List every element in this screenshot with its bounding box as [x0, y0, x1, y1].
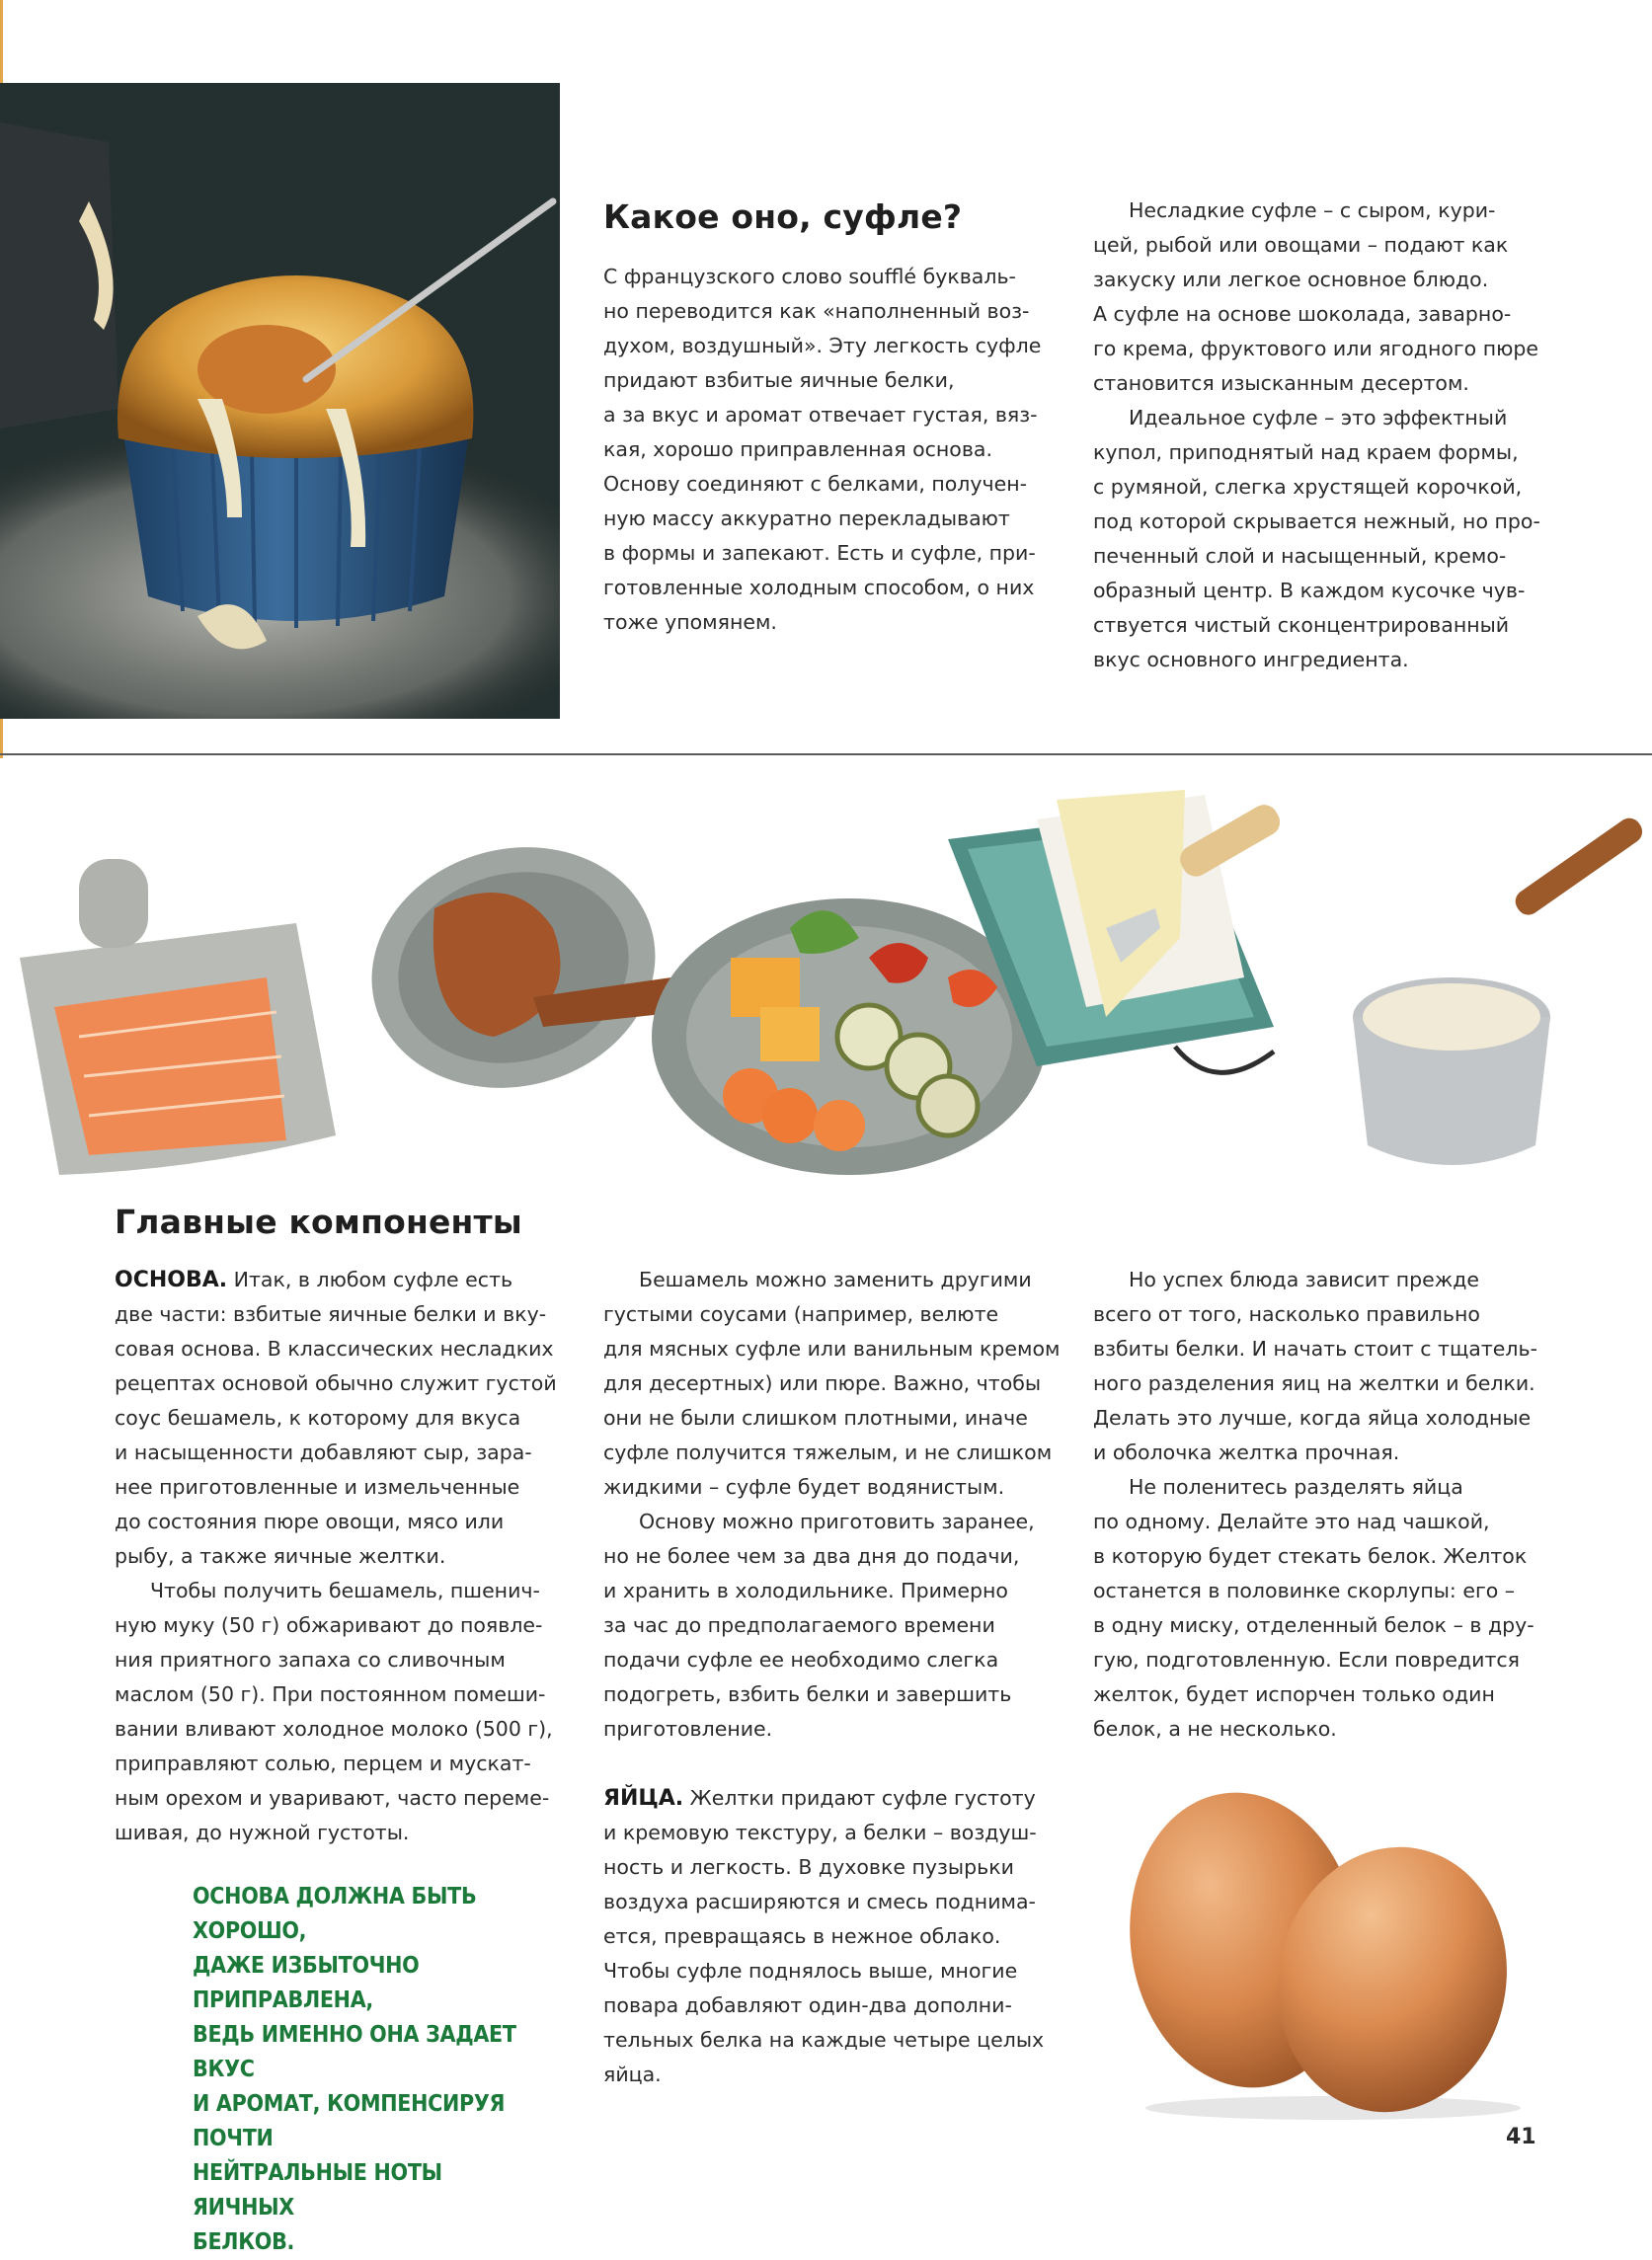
text-line: подогреть, взбить белки и завершить [603, 1682, 1012, 1706]
text-line: ную муку (50 г) обжаривают до появле- [115, 1613, 543, 1637]
text-line: Чтобы получить бешамель, пшенич- [150, 1579, 540, 1602]
text-line: Несладкие суфле – с сыром, кури- [1129, 198, 1496, 222]
text-line: духом, воздушный». Эту легкость суфле [603, 334, 1042, 357]
text-line: печенный слой и насыщенный, кремо- [1093, 544, 1507, 568]
text-line: всего от того, насколько правильно [1093, 1302, 1480, 1326]
text-column-3 [1093, 1263, 1567, 1747]
chicken-dish-image [345, 817, 705, 1120]
text-line: ВЕДЬ ИМЕННО ОНА ЗАДАЕТ ВКУС [193, 2022, 516, 2082]
text-line: рецептах основой обычно служит густой [115, 1371, 557, 1395]
text-line: ствуется чистый сконцентрированный [1093, 613, 1510, 637]
intro-column [603, 260, 1067, 640]
text-line: купол, приподнятый над краем формы, [1093, 440, 1519, 464]
text-column-2 [603, 1263, 1077, 2092]
lead-word: ЯЙЦА. [603, 1786, 684, 1811]
text-line: совая основа. В классических несладких [115, 1337, 554, 1361]
text-line: за час до предполагаемого времени [603, 1613, 995, 1637]
text-line: вкус основного ингредиента. [1093, 648, 1409, 671]
text-line: взбиты белки. И начать стоит с тщатель- [1093, 1337, 1537, 1361]
text-line: А суфле на основе шоколада, заварно- [1093, 302, 1512, 326]
text-line: но не более чем за два дня до подачи, [603, 1544, 1020, 1568]
text-line: Бешамель можно заменить другими [639, 1268, 1032, 1291]
text-line: Чтобы суфле поднялось выше, многие [603, 1959, 1018, 1983]
text-line: тоже упомянем. [603, 610, 777, 634]
text-line: по одному. Делайте это над чашкой, [1093, 1510, 1490, 1533]
text-line: яйца. [603, 2063, 662, 2086]
souffle-photo [0, 83, 560, 719]
text-line: НЕЙТРАЛЬНЫЕ НОТЫ ЯИЧНЫХ [193, 2160, 442, 2221]
sauce-pot-image [1353, 814, 1647, 1165]
text-line: под которой скрывается нежный, но про- [1093, 509, 1540, 533]
text-line: цей, рыбой или овощами – подают как [1093, 233, 1509, 257]
text-line: в формы и запекают. Есть и суфле, при- [603, 541, 1036, 565]
text-line: ным орехом и уваривают, часто переме- [115, 1786, 550, 1810]
text-line: Идеальное суфле – это эффектный [1129, 406, 1508, 429]
text-line: суфле получится тяжелым, и не слишком [603, 1441, 1053, 1464]
page-edge-strip [0, 719, 3, 758]
text-line: ную массу аккуратно перекладывают [603, 507, 1010, 530]
paragraph [1093, 194, 1587, 401]
eggs-photo [1096, 1767, 1560, 2123]
text-line: приправляют солью, перцем и мускат- [115, 1752, 531, 1775]
text-line: ного разделения яиц на желтки и белки. [1093, 1371, 1535, 1395]
text-line: закуску или легкое основное блюдо. [1093, 268, 1489, 291]
text-line: жидкими – суфле будет водянистым. [603, 1475, 1005, 1499]
intro-column-right [1093, 194, 1587, 677]
text-line: становится изысканным десертом. [1093, 371, 1469, 395]
text-line: ДАЖЕ ИЗБЫТОЧНО ПРИПРАВЛЕНА, [193, 1953, 420, 2013]
text-line: Делать это лучше, когда яйца холодные [1093, 1406, 1532, 1430]
text-line: для десертных) или пюре. Важно, чтобы [603, 1371, 1042, 1395]
text-line: две части: взбитые яичные белки и вку- [115, 1302, 547, 1326]
text-line: Основу можно приготовить заранее, [639, 1510, 1035, 1533]
text-line: повара добавляют один-два дополни- [603, 1993, 1012, 2017]
text-line: до состояния пюре овощи, мясо или [115, 1510, 505, 1533]
text-line: ОСНОВА ДОЛЖНА БЫТЬ ХОРОШО, [193, 1884, 477, 1944]
text-line: белок, а не несколько. [1093, 1717, 1337, 1741]
text-line: густыми соусами (например, велюте [603, 1302, 999, 1326]
section-heading: Какое оно, суфле? [603, 197, 963, 236]
text-line: но переводится как «наполненный воз- [603, 299, 1030, 323]
text-line: и насыщенности добавляют сыр, зара- [115, 1441, 532, 1464]
text-line: соус бешамель, к которому для вкуса [115, 1406, 521, 1430]
text-line: вании вливают холодное молоко (500 г), [115, 1717, 553, 1741]
lead-word: ОСНОВА. [115, 1268, 228, 1292]
text-line: и хранить в холодильнике. Примерно [603, 1579, 1008, 1602]
paragraph [603, 1781, 1077, 2092]
paragraph [115, 1574, 579, 1850]
text-line: желток, будет испорчен только один [1093, 1682, 1495, 1706]
section-divider [0, 753, 1652, 755]
text-line: Не поленитесь разделять яйца [1129, 1475, 1463, 1499]
text-line: ния приятного запаха со сливочным [115, 1648, 506, 1672]
paragraph [115, 1263, 579, 1574]
text-line: Итак, в любом суфле есть [227, 1268, 513, 1291]
paragraph [603, 1263, 1077, 1505]
text-line: придают взбитые яичные белки, [603, 368, 955, 392]
text-line: нее приготовленные и измельченные [115, 1475, 520, 1499]
text-line: в одну миску, отделенный белок – в дру- [1093, 1613, 1534, 1637]
text-line: шивая, до нужной густоты. [115, 1821, 410, 1844]
intro-paragraph [603, 260, 1067, 640]
text-line: маслом (50 г). При постоянном помеши- [115, 1682, 546, 1706]
text-line: гую, подготовленную. Если повредится [1093, 1648, 1520, 1672]
paragraph [1093, 1263, 1567, 1470]
text-line: останется в половинке скорлупы: его – [1093, 1579, 1516, 1602]
text-line: подачи суфле ее необходимо слегка [603, 1648, 999, 1672]
text-line: и кремовую текстуру, а белки – воздуш- [603, 1821, 1037, 1844]
text-line: С французского слово soufflé букваль- [603, 265, 1016, 288]
page-edge-strip [0, 0, 3, 83]
text-line: приготовление. [603, 1717, 773, 1741]
paragraph [1093, 401, 1587, 677]
text-column-1 [115, 1263, 579, 1850]
pull-quote [193, 1880, 548, 2260]
section-heading: Главные компоненты [115, 1203, 522, 1241]
text-line: а за вкус и аромат отвечает густая, вяз- [603, 403, 1038, 427]
text-line: И АРОМАТ, КОМПЕНСИРУЯ ПОЧТИ [193, 2091, 506, 2151]
page-number: 41 [1506, 2125, 1536, 2149]
paragraph [1093, 1470, 1567, 1747]
text-line: Основу соединяют с белками, получен- [603, 472, 1028, 496]
paragraph [603, 1505, 1077, 1747]
ingredients-photo [0, 780, 1652, 1195]
text-line: они не были слишком плотными, иначе [603, 1406, 1028, 1430]
text-line: воздуха расширяются и смесь поднима- [603, 1890, 1036, 1913]
text-line: кая, хорошо приправленная основа. [603, 437, 993, 461]
text-line: с румяной, слегка хрустящей корочкой, [1093, 475, 1523, 499]
salmon-dish-image [20, 859, 336, 1175]
text-line: Желтки придают суфле густоту [683, 1786, 1036, 1810]
text-line: го крема, фруктового или ягодного пюре [1093, 337, 1539, 360]
text-line: тельных белка на каждые четыре целых [603, 2028, 1045, 2052]
text-line: и оболочка желтка прочная. [1093, 1441, 1400, 1464]
text-line: для мясных суфле или ванильным кремом [603, 1337, 1061, 1361]
text-line: ность и легкость. В духовке пузырьки [603, 1855, 1014, 1879]
text-line: рыбу, а также яичные желтки. [115, 1544, 446, 1568]
text-line: БЕЛКОВ. [193, 2229, 295, 2255]
text-line: образный центр. В каждом кусочке чув- [1093, 579, 1526, 602]
text-line: ется, превращаясь в нежное облако. [603, 1924, 1001, 1948]
text-line: в которую будет стекать белок. Желток [1093, 1544, 1528, 1568]
text-line: готовленные холодным способом, о них [603, 576, 1035, 599]
text-line: Но успех блюда зависит прежде [1129, 1268, 1479, 1291]
